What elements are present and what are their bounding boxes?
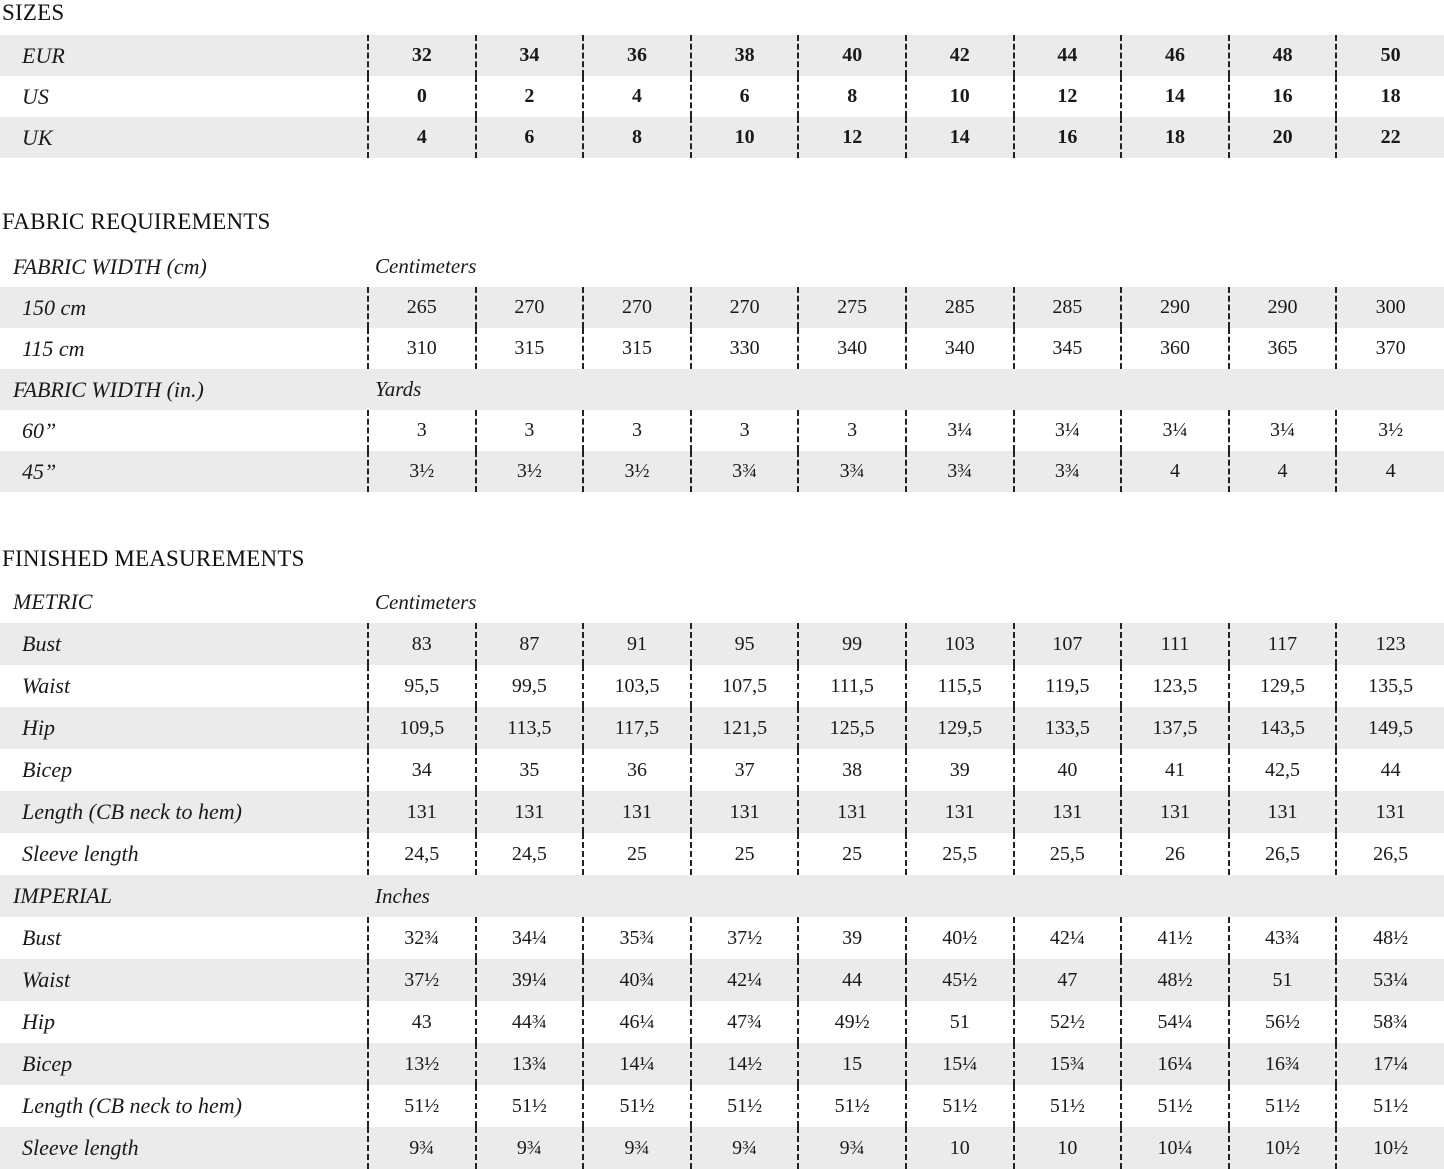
table-row: [0, 749, 1444, 791]
row-value: 330: [691, 328, 799, 369]
row-value: 26,5: [1336, 833, 1444, 875]
row-value: 3¾: [798, 451, 906, 492]
row-value: 135,5: [1336, 665, 1444, 707]
row-value: 129,5: [1229, 665, 1337, 707]
row-value: 42¼: [691, 959, 799, 1001]
row-value: 16: [1014, 117, 1122, 158]
table-row: [0, 1001, 1444, 1043]
row-label: 150 cm: [0, 287, 368, 328]
row-value: 95: [691, 623, 799, 665]
row-value: 8: [798, 76, 906, 117]
row-value: 16¼: [1121, 1043, 1229, 1085]
row-value: 26,5: [1229, 833, 1337, 875]
row-value: 25: [798, 833, 906, 875]
fabric-metric-header: [0, 246, 1444, 287]
row-value: 39: [798, 917, 906, 959]
row-value: 48: [1229, 35, 1337, 76]
row-value: 52½: [1014, 1001, 1122, 1043]
row-value: 25: [583, 833, 691, 875]
row-value: 340: [798, 328, 906, 369]
row-value: 14½: [691, 1043, 799, 1085]
row-value: 24,5: [368, 833, 476, 875]
fabric-table: [0, 246, 1444, 492]
row-value: 3½: [583, 451, 691, 492]
row-label: Bust: [22, 925, 62, 950]
row-value: 3½: [368, 451, 476, 492]
row-value: 290: [1121, 287, 1229, 328]
row-value: 58¾: [1336, 1001, 1444, 1043]
row-value: 13½: [368, 1043, 476, 1085]
row-label: Hip: [22, 1009, 55, 1034]
row-value: 36: [583, 35, 691, 76]
row-value: 44: [1014, 35, 1122, 76]
row-value: 10: [906, 76, 1014, 117]
row-label: EUR: [0, 35, 368, 76]
row-value: 38: [798, 749, 906, 791]
row-value: 34: [476, 35, 584, 76]
row-value: 20: [1229, 117, 1337, 158]
row-value: 137,5: [1121, 707, 1229, 749]
table-row: [0, 76, 1444, 117]
finished-metric-header-label: METRIC: [0, 581, 368, 623]
row-value: 285: [906, 287, 1014, 328]
row-value: 111,5: [798, 665, 906, 707]
row-value: 51: [906, 1001, 1014, 1043]
row-value: 48½: [1121, 959, 1229, 1001]
row-value: 38: [691, 35, 799, 76]
row-label: Waist: [0, 959, 368, 1001]
row-value: 34: [368, 749, 476, 791]
row-value: 44¾: [476, 1001, 584, 1043]
row-label: Bicep: [22, 757, 73, 782]
row-label: Hip: [0, 707, 368, 749]
row-value: 3¾: [1014, 451, 1122, 492]
table-row: [0, 410, 1444, 451]
row-value: 6: [476, 117, 584, 158]
row-value: 10½: [1229, 1127, 1337, 1169]
row-value: 3¼: [906, 410, 1014, 451]
row-value: 131: [1014, 791, 1122, 833]
row-value: 16¾: [1229, 1043, 1337, 1085]
row-value: 51½: [691, 1085, 799, 1127]
row-value: 56½: [1229, 1001, 1337, 1043]
row-value: 131: [583, 791, 691, 833]
row-value: 4: [368, 117, 476, 158]
row-value: 4: [1229, 451, 1337, 492]
row-value: 43¾: [1229, 917, 1337, 959]
fabric-title: FABRIC REQUIREMENTS: [2, 209, 271, 234]
row-value: 24,5: [476, 833, 584, 875]
row-value: 115,5: [906, 665, 1014, 707]
row-value: 15¼: [906, 1043, 1014, 1085]
row-value: 37½: [368, 959, 476, 1001]
row-value: 107,5: [691, 665, 799, 707]
row-value: 340: [906, 328, 1014, 369]
row-value: 51½: [368, 1085, 476, 1127]
table-row: [0, 328, 1444, 369]
row-value: 270: [476, 287, 584, 328]
finished-imperial-header: [0, 875, 1444, 917]
row-label: 115 cm: [22, 335, 85, 361]
row-label: UK: [0, 117, 368, 158]
row-value: 46: [1121, 35, 1229, 76]
row-value: 121,5: [691, 707, 799, 749]
row-label: Length (CB neck to hem): [22, 1093, 242, 1118]
row-value: 51½: [1229, 1085, 1337, 1127]
row-value: 3: [583, 410, 691, 451]
row-value: 16: [1229, 76, 1337, 117]
row-value: 51½: [1121, 1085, 1229, 1127]
row-value: 8: [583, 117, 691, 158]
row-value: 3: [691, 410, 799, 451]
finished-table: [0, 581, 1444, 1169]
row-value: 43: [368, 1001, 476, 1043]
table-row: [0, 1085, 1444, 1127]
row-value: 51½: [906, 1085, 1014, 1127]
row-label: Bicep: [0, 1043, 368, 1085]
row-value: 49½: [798, 1001, 906, 1043]
row-value: 25: [691, 833, 799, 875]
row-value: 131: [1229, 791, 1337, 833]
table-row: [0, 959, 1444, 1001]
row-value: 370: [1336, 328, 1444, 369]
row-value: 40: [1014, 749, 1122, 791]
row-value: 10: [1014, 1127, 1122, 1169]
row-value: 13¾: [476, 1043, 584, 1085]
row-value: 47¾: [691, 1001, 799, 1043]
row-value: 113,5: [476, 707, 584, 749]
row-value: 3½: [476, 451, 584, 492]
row-value: 50: [1336, 35, 1444, 76]
sizes-table: [0, 35, 1444, 158]
row-value: 9¾: [368, 1127, 476, 1169]
row-value: 6: [691, 76, 799, 117]
table-row: [0, 451, 1444, 492]
row-value: 46¼: [583, 1001, 691, 1043]
row-value: 99,5: [476, 665, 584, 707]
table-row: [0, 35, 1444, 76]
row-value: 14: [1121, 76, 1229, 117]
row-value: 32: [368, 35, 476, 76]
row-value: 310: [368, 328, 476, 369]
finished-imperial-header-unit: Inches: [368, 875, 1444, 917]
row-value: 99: [798, 623, 906, 665]
row-value: 9¾: [798, 1127, 906, 1169]
row-value: 3: [798, 410, 906, 451]
finished-title: FINISHED MEASUREMENTS: [2, 546, 305, 571]
row-value: 131: [906, 791, 1014, 833]
row-value: 10: [691, 117, 799, 158]
row-value: 91: [583, 623, 691, 665]
table-row: [0, 1043, 1444, 1085]
row-value: 107: [1014, 623, 1122, 665]
row-label: Sleeve length: [22, 841, 139, 866]
row-label: US: [22, 83, 49, 109]
row-value: 270: [691, 287, 799, 328]
table-row: [0, 287, 1444, 328]
row-value: 10¼: [1121, 1127, 1229, 1169]
row-value: 315: [476, 328, 584, 369]
row-value: 48½: [1336, 917, 1444, 959]
row-value: 51½: [583, 1085, 691, 1127]
row-label: Length (CB neck to hem): [0, 791, 368, 833]
row-value: 103,5: [583, 665, 691, 707]
row-value: 40¾: [583, 959, 691, 1001]
row-value: 131: [798, 791, 906, 833]
row-value: 3¾: [691, 451, 799, 492]
row-value: 45½: [906, 959, 1014, 1001]
row-value: 0: [368, 76, 476, 117]
row-value: 53¼: [1336, 959, 1444, 1001]
row-value: 3: [476, 410, 584, 451]
row-value: 345: [1014, 328, 1122, 369]
row-value: 3: [368, 410, 476, 451]
table-row: [0, 1127, 1444, 1169]
row-value: 149,5: [1336, 707, 1444, 749]
row-value: 285: [1014, 287, 1122, 328]
row-value: 32¾: [368, 917, 476, 959]
row-value: 36: [583, 749, 691, 791]
row-value: 12: [798, 117, 906, 158]
row-value: 9¾: [583, 1127, 691, 1169]
row-value: 4: [1336, 451, 1444, 492]
table-row: [0, 623, 1444, 665]
row-value: 3¼: [1229, 410, 1337, 451]
row-value: 41½: [1121, 917, 1229, 959]
table-row: [0, 917, 1444, 959]
row-value: 51½: [798, 1085, 906, 1127]
row-value: 125,5: [798, 707, 906, 749]
row-value: 39¼: [476, 959, 584, 1001]
row-value: 34¼: [476, 917, 584, 959]
row-value: 133,5: [1014, 707, 1122, 749]
row-value: 300: [1336, 287, 1444, 328]
row-value: 25,5: [906, 833, 1014, 875]
fabric-imperial-header: [0, 369, 1444, 410]
row-label: 60”: [22, 417, 57, 443]
row-value: 51: [1229, 959, 1337, 1001]
row-value: 131: [1336, 791, 1444, 833]
row-value: 131: [476, 791, 584, 833]
row-value: 51½: [1014, 1085, 1122, 1127]
row-value: 131: [691, 791, 799, 833]
row-value: 22: [1336, 117, 1444, 158]
table-row: [0, 791, 1444, 833]
row-value: 12: [1014, 76, 1122, 117]
row-value: 41: [1121, 749, 1229, 791]
row-label: 45”: [0, 451, 368, 492]
row-value: 3¼: [1121, 410, 1229, 451]
row-value: 4: [1121, 451, 1229, 492]
row-value: 9¾: [691, 1127, 799, 1169]
row-value: 117: [1229, 623, 1337, 665]
row-value: 35¾: [583, 917, 691, 959]
row-value: 123,5: [1121, 665, 1229, 707]
row-value: 42: [906, 35, 1014, 76]
fabric-imperial-header-label: FABRIC WIDTH (in.): [0, 369, 368, 410]
row-value: 3½: [1336, 410, 1444, 451]
row-value: 42,5: [1229, 749, 1337, 791]
finished-imperial-header-label: IMPERIAL: [0, 875, 368, 917]
sizes-title: SIZES: [2, 0, 65, 25]
row-value: 143,5: [1229, 707, 1337, 749]
finished-metric-header-unit: Centimeters: [368, 581, 1444, 623]
row-value: 3¾: [906, 451, 1014, 492]
row-value: 123: [1336, 623, 1444, 665]
table-row: [0, 833, 1444, 875]
row-value: 15¾: [1014, 1043, 1122, 1085]
row-value: 265: [368, 287, 476, 328]
row-value: 10: [906, 1127, 1014, 1169]
row-label: Bust: [0, 623, 368, 665]
row-value: 87: [476, 623, 584, 665]
row-value: 117,5: [583, 707, 691, 749]
row-value: 290: [1229, 287, 1337, 328]
row-value: 9¾: [476, 1127, 584, 1169]
row-value: 111: [1121, 623, 1229, 665]
fabric-metric-header-unit: Centimeters: [368, 246, 1444, 287]
row-value: 131: [368, 791, 476, 833]
row-value: 51½: [1336, 1085, 1444, 1127]
row-value: 25,5: [1014, 833, 1122, 875]
row-value: 51½: [476, 1085, 584, 1127]
row-value: 3¼: [1014, 410, 1122, 451]
row-value: 26: [1121, 833, 1229, 875]
row-value: 40½: [906, 917, 1014, 959]
row-value: 103: [906, 623, 1014, 665]
row-value: 315: [583, 328, 691, 369]
row-value: 39: [906, 749, 1014, 791]
row-value: 54¼: [1121, 1001, 1229, 1043]
row-value: 14¼: [583, 1043, 691, 1085]
row-value: 35: [476, 749, 584, 791]
row-value: 119,5: [1014, 665, 1122, 707]
row-value: 270: [583, 287, 691, 328]
row-value: 2: [476, 76, 584, 117]
row-value: 95,5: [368, 665, 476, 707]
row-value: 15: [798, 1043, 906, 1085]
row-value: 10½: [1336, 1127, 1444, 1169]
row-value: 44: [1336, 749, 1444, 791]
row-value: 129,5: [906, 707, 1014, 749]
row-label: Waist: [22, 673, 71, 698]
finished-metric-header: [0, 581, 1444, 623]
row-value: 37½: [691, 917, 799, 959]
row-value: 42¼: [1014, 917, 1122, 959]
row-value: 37: [691, 749, 799, 791]
row-value: 17¼: [1336, 1043, 1444, 1085]
row-label: Sleeve length: [0, 1127, 368, 1169]
row-value: 44: [798, 959, 906, 1001]
row-value: 83: [368, 623, 476, 665]
table-row: [0, 707, 1444, 749]
table-row: [0, 665, 1444, 707]
row-value: 275: [798, 287, 906, 328]
row-value: 109,5: [368, 707, 476, 749]
table-row: [0, 117, 1444, 158]
row-value: 131: [1121, 791, 1229, 833]
row-value: 18: [1121, 117, 1229, 158]
row-value: 4: [583, 76, 691, 117]
fabric-imperial-header-unit: Yards: [368, 369, 1444, 410]
fabric-metric-header-label: FABRIC WIDTH (cm): [0, 246, 368, 287]
row-value: 360: [1121, 328, 1229, 369]
row-value: 365: [1229, 328, 1337, 369]
row-value: 47: [1014, 959, 1122, 1001]
row-value: 18: [1336, 76, 1444, 117]
row-value: 40: [798, 35, 906, 76]
row-value: 14: [906, 117, 1014, 158]
